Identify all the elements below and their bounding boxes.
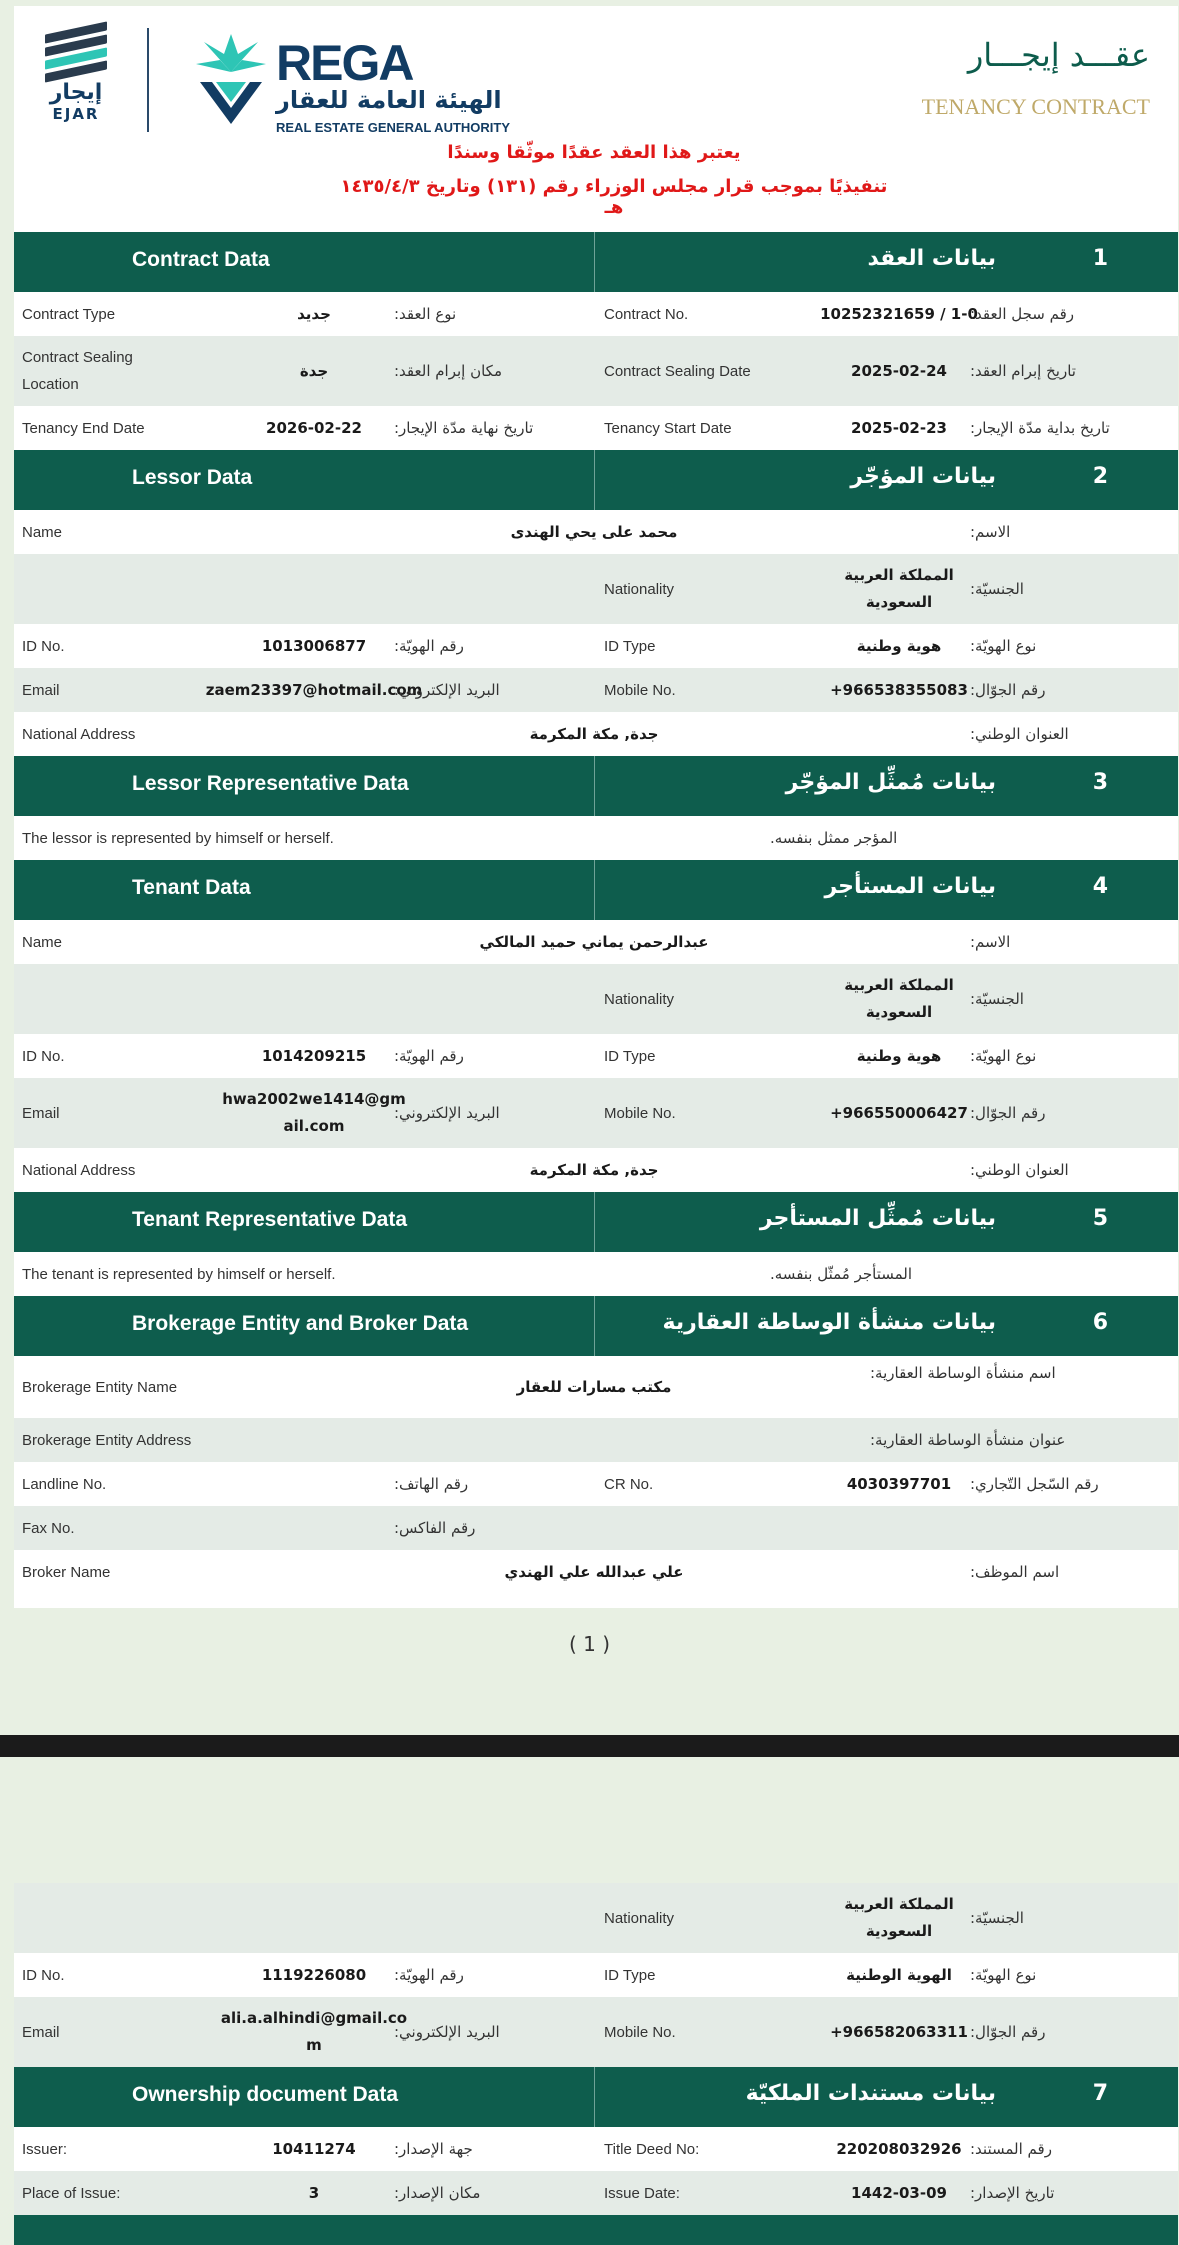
label-ar: رقم سجل العقد: (970, 305, 1075, 323)
broker-name-value: علي عبدالله علي الهندي (504, 1563, 684, 1581)
table-row (14, 2171, 1178, 2215)
logo-divider (147, 28, 149, 132)
table-row (14, 1034, 1178, 1078)
table-row (14, 712, 1178, 756)
label-ar: الاسم: (970, 523, 1011, 541)
label-en: ID Type (604, 1966, 656, 1984)
section-number: 1 (1092, 246, 1108, 271)
label-en: Issue Date: (604, 2184, 680, 2202)
broker-id-value: 1119226080 (261, 1965, 367, 1984)
header-divider (594, 450, 595, 510)
label-ar: رقم الهويّة: (394, 637, 464, 655)
broker-mobile-value: +966582063311 (830, 2022, 968, 2041)
section-number: 7 (1092, 2081, 1108, 2106)
label-en: Landline No. (22, 1475, 107, 1493)
lessor-nationality-value: المملكة العربية السعودية (844, 566, 954, 611)
table-row (14, 816, 1178, 860)
document-header (14, 6, 1178, 232)
broker-email-value: ali.a.alhindi@gmail.com (220, 2009, 408, 2054)
label-en: Email (22, 2023, 60, 2041)
section-header-ownership (14, 2067, 1178, 2127)
table-row (14, 1078, 1178, 1148)
section-header-contract-data (14, 232, 1178, 292)
label-ar: اسم الموظف: (970, 1563, 1060, 1581)
table-row (14, 624, 1178, 668)
contract-sheet-page-2 (14, 1883, 1178, 2245)
section-title-en: Contract Data (132, 248, 270, 271)
table-row (14, 1550, 1178, 1594)
table-row (14, 1462, 1178, 1506)
lessor-email-value: zaem23397@hotmail.com (205, 680, 423, 699)
section-number: 6 (1092, 1310, 1108, 1335)
lessor-name-value: محمد على يحي الهندى (510, 523, 678, 541)
table-row (14, 1953, 1178, 1997)
label-ar: تاريخ الإصدار: (970, 2184, 1055, 2202)
label-ar: رقم الهاتف: (394, 1475, 469, 1493)
label-ar: البريد الإلكتروني: (394, 681, 500, 699)
tenant-rep-note-ar: المستأجر مُمثّل بنفسه. (770, 1265, 913, 1283)
section-title-ar: بيانات مُمثِّل المستأجر (759, 1206, 996, 1231)
label-ar: جهة الإصدار: (394, 2140, 473, 2158)
label-en: ID No. (22, 1966, 65, 1984)
section-header-tenant-representative (14, 1192, 1178, 1252)
lessor-id-type-value: هوية وطنية (856, 636, 942, 655)
label-en: Mobile No. (604, 1104, 676, 1122)
label-ar: رقم الجوّال: (970, 2023, 1046, 2041)
section-title-en: Tenant Data (132, 876, 251, 899)
label-en: Mobile No. (604, 681, 676, 699)
header-divider (594, 1296, 595, 1356)
label-ar: نوع الهويّة: (970, 637, 1037, 655)
label-ar: مكان إبرام العقد: (394, 362, 503, 380)
page-2 (0, 1757, 1179, 2245)
label-en: Name (22, 523, 63, 541)
label-en: Email (22, 681, 60, 699)
notice-line-1: يعتبر هذا العقد عقدًا موثّقا وسندًا (447, 142, 741, 163)
table-row (14, 1252, 1178, 1296)
table-row (14, 554, 1178, 624)
table-row (14, 1506, 1178, 1550)
lessor-rep-note-en: The lessor is represented by himself or herself. (22, 829, 334, 847)
label-ar: الجنسيّة: (970, 580, 1024, 598)
ejar-logo-english: EJAR (52, 105, 100, 123)
label-en: Nationality (604, 990, 675, 1008)
section-header-brokerage (14, 1296, 1178, 1356)
label-ar: تاريخ بداية مدّة الإيجار: (970, 419, 1110, 437)
title-english: TENANCY CONTRACT (921, 94, 1150, 119)
broker-nationality-value: المملكة العربية السعودية (844, 1895, 954, 1940)
section-title-en: Tenant Representative Data (132, 1208, 408, 1231)
table-row (14, 920, 1178, 964)
label-ar: تاريخ إبرام العقد: (970, 362, 1076, 380)
label-en: Brokerage Entity Address (22, 1431, 192, 1449)
header-divider (594, 860, 595, 920)
section-header-next (14, 2215, 1178, 2245)
cr-number-value: 4030397701 (846, 1474, 952, 1493)
label-en: Email (22, 1104, 60, 1122)
lessor-rep-note-ar: المؤجر ممثل بنفسه. (770, 829, 898, 847)
section-number: 2 (1092, 464, 1108, 489)
table-row (14, 1356, 1178, 1418)
issuer-value: 10411274 (272, 2139, 356, 2158)
label-ar: رقم الجوّال: (970, 681, 1046, 699)
section-title-ar: بيانات مستندات الملكيّة (745, 2081, 996, 2106)
title-arabic: عقـــد إيجـــار (967, 36, 1150, 74)
section-header-lessor-data (14, 450, 1178, 510)
label-ar: تاريخ نهاية مدّة الإيجار: (394, 419, 534, 437)
table-row (14, 964, 1178, 1034)
table-row (14, 406, 1178, 450)
section-title-en: Brokerage Entity and Broker Data (132, 1312, 469, 1335)
tenancy-end-date-value: 2026-02-22 (266, 418, 362, 437)
header-divider (594, 1192, 595, 1252)
label-ar: الاسم: (970, 933, 1011, 951)
ejar-logo (36, 28, 116, 138)
label-ar: الجنسيّة: (970, 990, 1024, 1008)
label-ar: العنوان الوطني: (970, 725, 1069, 743)
tenant-mobile-value: +966550006427 (830, 1103, 968, 1122)
brokerage-name-value: مكتب مسارات للعقار (516, 1378, 672, 1396)
table-row (14, 292, 1178, 336)
section-title-en: Lessor Representative Data (132, 772, 409, 795)
tenant-rep-note-en: The tenant is represented by himself or herself. (22, 1265, 336, 1283)
tenant-email-value: hwa2002we1414@gmail.com (222, 1090, 406, 1135)
label-ar: رقم الهويّة: (394, 1047, 464, 1065)
tenancy-start-date-value: 2025-02-23 (851, 418, 947, 437)
label-en: ID No. (22, 637, 65, 655)
label-ar: نوع العقد: (394, 305, 457, 323)
contract-sheet-page-1 (14, 6, 1178, 1608)
tenant-id-type-value: هوية وطنية (856, 1046, 942, 1065)
header-divider (594, 2067, 595, 2127)
section-title-ar: بيانات المستأجر (824, 874, 996, 899)
ejar-logo-icon (45, 28, 107, 76)
notice-line-2: تنفيذيًا بموجب قرار مجلس الوزراء رقم (١٣١) وتاريخ ١٤٣٥/٤/٣ هـ (340, 176, 888, 218)
label-ar: اسم منشأة الوساطة العقارية: (870, 1364, 1056, 1382)
lessor-mobile-value: +966538355083 (830, 680, 968, 699)
label-en: Contract Type (22, 305, 116, 323)
table-row (14, 336, 1178, 406)
section-header-lessor-representative (14, 756, 1178, 816)
table-row (14, 1418, 1178, 1462)
label-ar: البريد الإلكتروني: (394, 2023, 500, 2041)
label-ar: البريد الإلكتروني: (394, 1104, 500, 1122)
label-en: Issuer: (22, 2140, 68, 2158)
table-row (14, 510, 1178, 554)
header-divider (594, 232, 595, 292)
rega-logo-subtitle: REAL ESTATE GENERAL AUTHORITY (276, 120, 511, 135)
label-ar: عنوان منشأة الوساطة العقارية: (870, 1431, 1066, 1449)
table-row (14, 1148, 1178, 1192)
label-en: Name (22, 933, 63, 951)
section-number: 5 (1092, 1206, 1108, 1231)
label-ar: العنوان الوطني: (970, 1161, 1069, 1179)
rega-logo-english: REGA (276, 35, 413, 91)
label-en: Contract Sealing Location (22, 349, 133, 393)
label-en: Tenancy End Date (22, 419, 145, 437)
table-row (14, 1883, 1178, 1953)
label-en: Tenancy Start Date (604, 419, 732, 437)
section-title-en: Ownership document Data (132, 2083, 399, 2106)
section-title-ar: بيانات مُمثِّل المؤجّر (785, 770, 996, 795)
title-deed-value: 220208032926 (836, 2139, 962, 2158)
label-en: Nationality (604, 580, 675, 598)
label-ar: رقم السّجل التّجاري: (970, 1475, 1099, 1493)
label-ar: رقم الفاكس: (394, 1519, 476, 1537)
label-en: Contract Sealing Date (604, 362, 751, 380)
contract-number-value: 10252321659 / 1-0 (820, 304, 978, 323)
label-ar: الجنسيّة: (970, 1909, 1024, 1927)
section-title-ar: بيانات منشأة الوساطة العقارية (662, 1310, 996, 1335)
label-en: ID Type (604, 1047, 656, 1065)
section-title-en: Lessor Data (132, 466, 253, 489)
section-title-ar: بيانات المؤجّر (850, 464, 996, 489)
section-number: 3 (1092, 770, 1108, 795)
label-ar: رقم المستند: (970, 2140, 1052, 2158)
table-row (14, 1997, 1178, 2067)
label-en: Place of Issue: (22, 2184, 121, 2202)
label-en: National Address (22, 1161, 136, 1179)
tenant-nationality-value: المملكة العربية السعودية (844, 976, 954, 1021)
issue-date-value: 1442-03-09 (851, 2183, 947, 2202)
page-separator (0, 1735, 1179, 1757)
palm-icon (194, 32, 268, 126)
table-row (14, 668, 1178, 712)
label-ar: نوع الهويّة: (970, 1047, 1037, 1065)
tenant-id-value: 1014209215 (261, 1046, 367, 1065)
broker-id-type-value: الهوية الوطنية (846, 1965, 952, 1984)
label-ar: رقم الهويّة: (394, 1966, 464, 1984)
tenant-name-value: عبدالرحمن يماني حميد المالكي (479, 933, 709, 951)
label-en: Mobile No. (604, 2023, 676, 2041)
label-en: Broker Name (22, 1563, 111, 1581)
label-en: Fax No. (22, 1519, 75, 1537)
page-number: ( 1 ) (568, 1632, 611, 1656)
label-en: National Address (22, 725, 136, 743)
lessor-address-value: جدة, مكة المكرمة (529, 725, 659, 743)
label-en: Title Deed No: (604, 2140, 700, 2158)
sealing-date-value: 2025-02-24 (851, 361, 947, 380)
contract-type-value: جديد (297, 304, 331, 323)
label-en: ID Type (604, 637, 656, 655)
label-en: CR No. (604, 1475, 654, 1493)
lessor-id-value: 1013006877 (261, 636, 367, 655)
label-en: Nationality (604, 1909, 675, 1927)
place-of-issue-value: 3 (308, 2183, 320, 2202)
section-title-ar: بيانات العقد (867, 246, 996, 271)
section-number: 4 (1092, 874, 1108, 899)
label-ar: نوع الهويّة: (970, 1966, 1037, 1984)
label-ar: مكان الإصدار: (394, 2184, 481, 2202)
table-row (14, 2127, 1178, 2171)
label-en: Brokerage Entity Name (22, 1378, 178, 1396)
label-ar: رقم الجوّال: (970, 1104, 1046, 1122)
ejar-logo-arabic: إيجار (49, 80, 103, 105)
rega-logo (194, 28, 554, 138)
tenant-address-value: جدة, مكة المكرمة (529, 1161, 659, 1179)
sealing-location-value: جدة (299, 361, 329, 380)
label-en: ID No. (22, 1047, 65, 1065)
header-divider (594, 756, 595, 816)
section-header-tenant-data (14, 860, 1178, 920)
label-en: Contract No. (604, 305, 689, 323)
rega-logo-arabic: الهيئة العامة للعقار (276, 86, 502, 114)
